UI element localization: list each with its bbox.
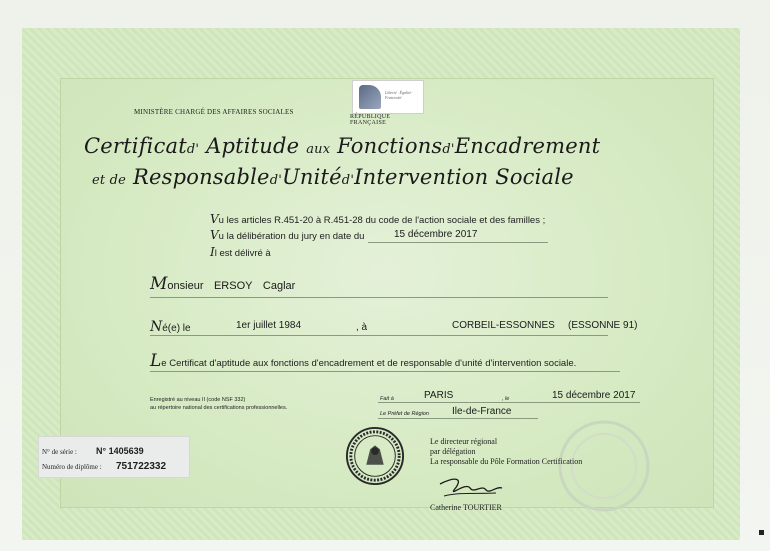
certificate-title-line1: Certificatd' Aptitude aux Fonctionsd'Encadrement — [84, 134, 601, 158]
logo-republic-text: RÉPUBLIQUE FRANÇAISE — [350, 114, 391, 126]
region-underline — [378, 418, 538, 419]
birth-at-label: , à — [356, 322, 368, 333]
registration-line2: au répertoire national des certifications professionnelles. — [150, 405, 288, 411]
prefecture-stamp-icon — [345, 426, 405, 486]
jury-date: 15 décembre 2017 — [394, 229, 478, 240]
recipient-line: Monsieur ERSOY Caglar — [150, 274, 296, 294]
certificate-statement: Le Certificat d'aptitude aux fonctions d'encadrement et de responsable d'unité d'intervention sociale. — [150, 351, 577, 371]
signatory-name: Catherine TOURTIER — [430, 503, 502, 512]
issue-city: PARIS — [424, 390, 454, 401]
certificate-title-line2: et de Responsabled'Unitéd'Intervention Sociale — [92, 165, 574, 189]
statement-underline — [150, 371, 620, 372]
jury-date-line — [368, 242, 548, 243]
issue-region: Ile-de-France — [452, 406, 512, 417]
birth-label: Né(e) le — [150, 319, 191, 335]
deliberation-line: Vu la délibération du jury en date du — [210, 228, 365, 242]
signatory-line1: Le directeur régional — [430, 437, 498, 446]
serial-label: N° de série : — [42, 448, 77, 456]
diploma-label: Numéro de diplôme : — [42, 463, 102, 471]
republic-logo — [352, 80, 422, 124]
serial-number: N° 1405639 — [96, 446, 144, 456]
marianne-logo-icon — [352, 80, 424, 114]
ministry-name: MINISTÈRE CHARGÉ DES AFFAIRES SOCIALES — [134, 108, 294, 116]
signatory-line2: par délégation — [430, 447, 476, 456]
birth-department: (ESSONNE 91) — [568, 320, 638, 331]
corner-mark — [759, 530, 764, 535]
prefect-label: Le Préfet de Région — [380, 411, 429, 417]
signatory-line3: La responsable du Pôle Formation Certification — [430, 457, 583, 466]
signature-icon — [436, 474, 506, 500]
birth-place: CORBEIL-ESSONNES — [452, 320, 555, 331]
articles-line: Vu les articles R.451-20 à R.451-28 du code de l'action sociale et des familles ; — [210, 212, 546, 226]
birth-date: 1er juillet 1984 — [236, 320, 302, 331]
logo-motto: Liberté · Égalité · Fraternité — [385, 90, 414, 100]
birth-underline — [150, 335, 608, 336]
made-at-label: Fait à — [380, 396, 394, 402]
recipient-underline — [150, 297, 608, 298]
delivered-line: Il est délivré à — [210, 245, 271, 259]
issue-underline — [378, 402, 640, 403]
embossed-seal-icon — [556, 418, 652, 514]
registration-line1: Enregistré au niveau II (code NSF 332) — [150, 397, 246, 403]
diploma-number: 751722332 — [116, 461, 167, 472]
issue-date: 15 décembre 2017 — [552, 390, 636, 401]
serial-box — [38, 436, 190, 478]
issue-on-label: , le — [502, 396, 510, 402]
